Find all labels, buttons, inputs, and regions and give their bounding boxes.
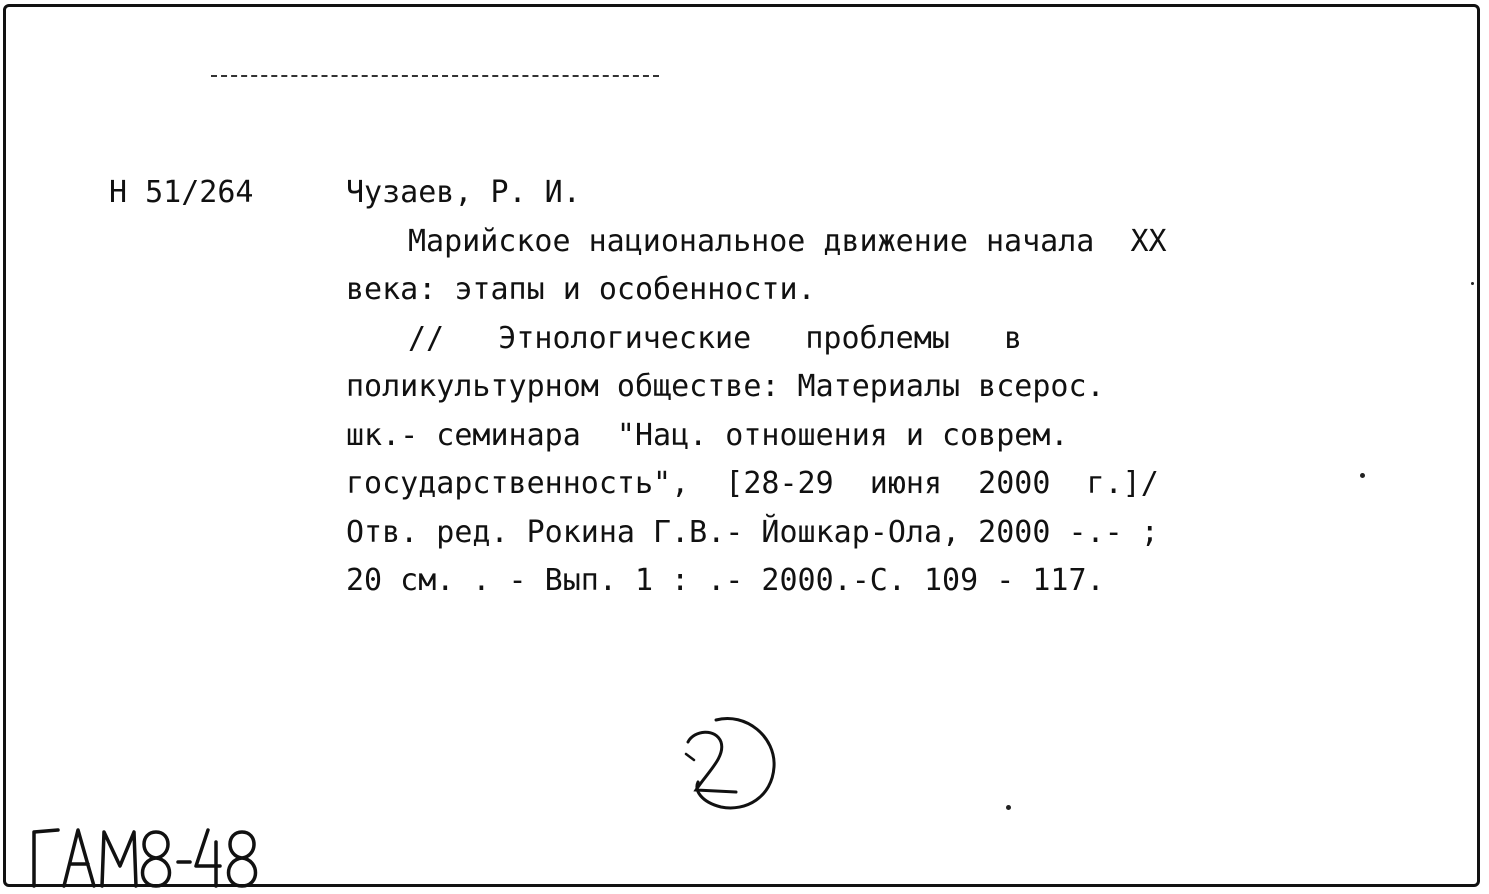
author: Чузаев, Р. И. — [346, 175, 581, 210]
scan-speck — [1006, 805, 1011, 810]
catalog-card — [3, 4, 1480, 887]
source-line-3: шк.- семинара "Нац. отношения и соврем. — [346, 417, 1069, 453]
top-divider-line — [211, 75, 659, 77]
source-line-6: 20 см. . - Вып. 1 : .- 2000.-С. 109 - 117. — [346, 563, 1105, 598]
bibliographic-entry — [346, 169, 1291, 606]
scan-speck — [1360, 473, 1365, 478]
source-line-5: Отв. ред. Рокина Г.В.- Йошкар-Ола, 2000 -.- ; — [346, 514, 1159, 550]
source-line-1: // Этнологические проблемы в — [408, 320, 1023, 356]
title-line-1: Марийское национальное движение начала XX — [408, 223, 1167, 259]
source-line-2: поликультурном обществе: Материалы всерос. — [346, 369, 1105, 404]
shelfmark: Н 51/264 — [109, 175, 254, 210]
handwritten-circled-mark — [676, 712, 786, 817]
scan-speck — [1471, 282, 1474, 285]
title-line-2: века: этапы и особенности. — [346, 272, 816, 307]
handwritten-archive-code — [28, 822, 268, 892]
source-line-4: государственность", [28-29 июня 2000 г.]/ — [346, 466, 1159, 501]
